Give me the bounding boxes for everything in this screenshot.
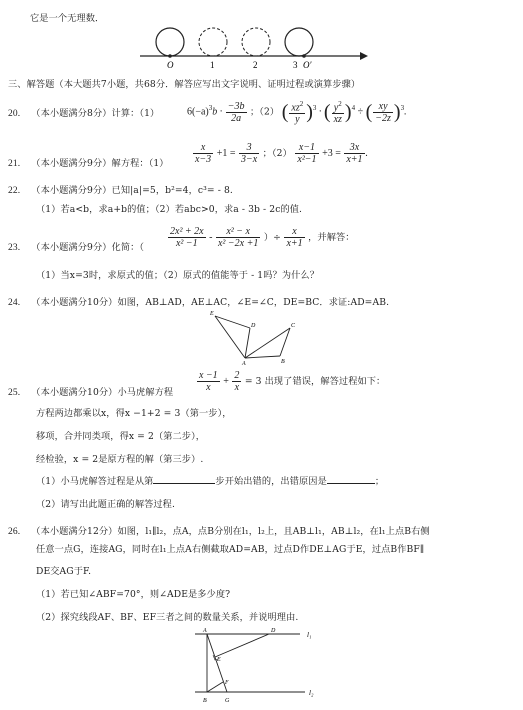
q20-math: $6(-a)^3b$ · $\frac{-3b}{2a}$ ；（2） ( $\frac{xz^2}{y}$ )$^3$ · ( $\frac{y^2}{xz}$ )$^4$ ÷ ( $\frac{xy}{-2z}$ )$^3$. <box>187 100 407 126</box>
q21-math: $\frac{x}{x-3}$ +1 = $\frac{3}{3-x}$ ；（2） $\frac{x-1}{\text{x²−1}}$ +3 = $\frac{3x}{x+1}$ . <box>195 142 369 165</box>
circle-dashed-1 <box>199 28 227 56</box>
circle-dashed-2 <box>242 28 270 56</box>
svg-text:C: C <box>291 323 296 329</box>
q25-math: $\frac{x -1}{x}$ + $\frac{2}{x}$ = 3 出现了错误，解答过程如下： <box>199 370 386 393</box>
svg-text:F: F <box>225 680 229 686</box>
section-title: 三、解答题（本大题共7小题，共68分．解答应写出文字说明、证明过程或演算步骤） <box>8 79 361 90</box>
q23-sub: （1）当x=3时，求原式的值；（2）原式的值能等于 - 1吗？为什么？ <box>36 270 319 281</box>
q24-figure <box>205 306 300 366</box>
q22-text: （本小题满分9分）已知|a|=5，b²=4，c³= - 8. <box>31 185 233 196</box>
q26-sub1: （1）若已知∠ABF=70°，则∠ADE是多少度? <box>36 589 231 600</box>
q20-number: 20. <box>8 109 21 119</box>
svg-text:A: A <box>203 628 207 634</box>
q26-number: 26. <box>8 527 21 537</box>
nl-label-1: 1 <box>210 60 215 70</box>
q22 <box>8 178 233 197</box>
q23-text: （本小题满分9分）化简：（ <box>31 242 145 253</box>
q25-line2: 移项，合并同类项，得x = 2（第二步）， <box>36 431 206 442</box>
numberline-figure <box>140 24 370 72</box>
q23-number: 23. <box>8 243 21 253</box>
svg-text:G: G <box>225 698 230 704</box>
svg-text:D: D <box>271 628 276 634</box>
svg-text:l₂: l₂ <box>309 689 314 697</box>
q25-text: （本小题满分10分）小马虎解方程 <box>31 387 174 398</box>
q21-text: （本小题满分9分）解方程：（1） <box>31 158 169 169</box>
svg-text:E: E <box>217 657 221 663</box>
q26 <box>8 519 430 538</box>
q20 <box>8 101 159 120</box>
q24 <box>8 290 389 309</box>
q26-line1: （本小题满分12分）如图，l₁∥l₂，点A，点B分别在l₁，l₂上，且AB⊥l₁，AB⊥l₂，在l₁上点B右侧 <box>31 526 430 537</box>
q26-figure <box>185 622 325 710</box>
circle-solid-2 <box>285 28 313 56</box>
q22-number: 22. <box>8 186 21 196</box>
circle-solid <box>156 28 184 56</box>
q20-text: （本小题满分8分）计算：（1） <box>31 108 160 119</box>
q22-sub: （1）若a<b，求a+b的值；（2）若abc>0，求a - 3b - 2c的值. <box>36 204 303 215</box>
svg-text:B: B <box>203 698 207 704</box>
q21 <box>8 151 169 170</box>
q26-line2: 任意一点G，连接AG，同时在l₁上点A右侧截取AD=AB，过点D作DE⊥AG于E，过点B作BF∥ <box>36 544 425 555</box>
q25-sub2: （2）请写出此题正确的解答过程. <box>36 499 175 510</box>
nl-label-3: 3 <box>293 60 298 70</box>
nl-label-2: 2 <box>253 60 258 70</box>
arrow-icon <box>360 52 368 60</box>
q23 <box>8 235 144 254</box>
q26-line3: DE交AG于F. <box>36 566 92 577</box>
svg-text:l₁: l₁ <box>307 631 312 639</box>
q26-sub2: （2）探究线段AF、BF、EF三者之间的数量关系，并说明理由. <box>36 612 299 623</box>
header-line: 它是一个无理数． <box>30 13 105 24</box>
q25-line1: 方程两边都乘以x，得x −1+2 = 3（第一步）， <box>36 408 232 419</box>
svg-text:E: E <box>210 311 214 317</box>
q25-number: 25. <box>8 388 21 398</box>
svg-text:B: B <box>281 359 285 365</box>
q24-number: 24. <box>8 298 21 308</box>
q21-number: 21. <box>8 159 21 169</box>
svg-text:D: D <box>251 323 256 329</box>
q25-line3: 经检验，x = 2是原方程的解（第三步）. <box>36 454 204 465</box>
nl-label-o-prime: O′ <box>303 60 312 70</box>
q24-text: （本小题满分10分）如图，AB⊥AD，AE⊥AC，∠E=∠C，DE=BC．求证:AD=AB. <box>31 297 390 308</box>
svg-text:A: A <box>242 361 246 366</box>
q23-math: $\frac{\text{2x² + 2x}}{\text{x² −1}}$ - $\frac{\text{x² − x}}{\text{x² −2x +1}}$ ）÷ $\frac{x}{x+1}$ ，并解答： <box>170 226 355 249</box>
nl-label-o: O <box>167 60 174 70</box>
q25 <box>8 380 173 399</box>
q25-sub1: （1）小马虎解答过程是从第 步开始出错的，出错原因是 ； <box>36 476 385 487</box>
